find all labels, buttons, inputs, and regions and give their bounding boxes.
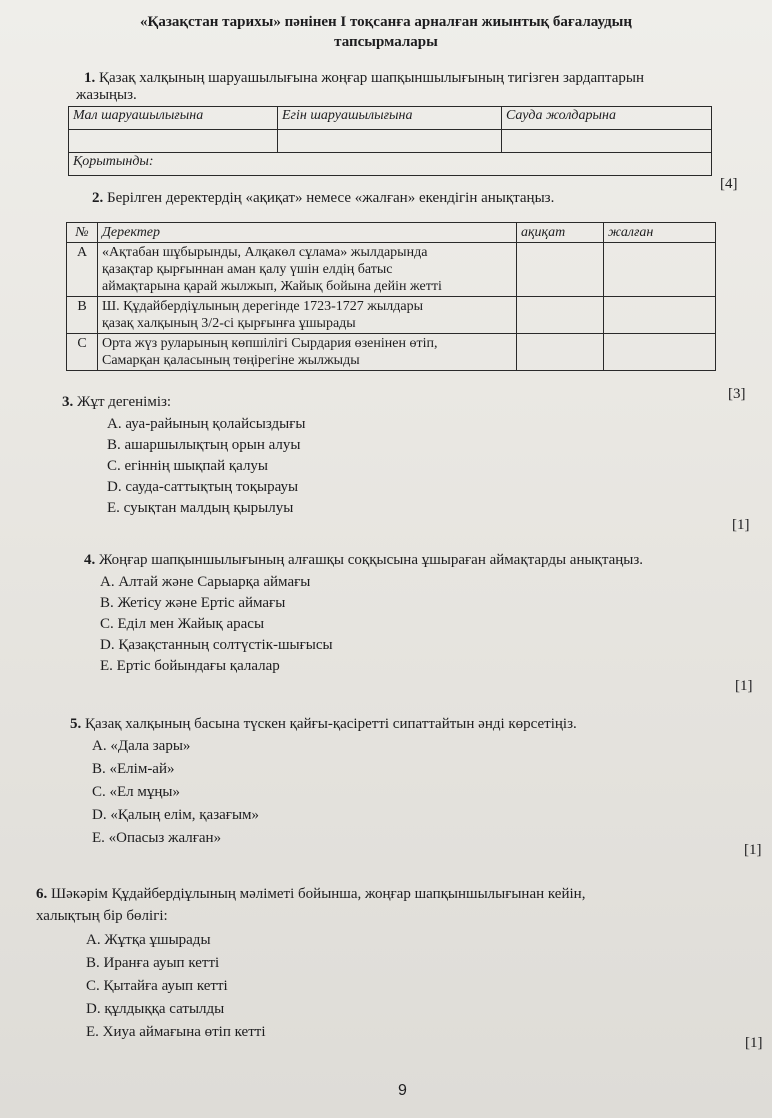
true-cell-a[interactable] [517,243,604,297]
question-6-option-e[interactable]: E. Хиуа аймағына өтіп кетті [86,1024,266,1040]
table-row [67,243,716,297]
question-6-line1: Шәкәрім Құдайбердіұлының мәліметі бойынша, жоңғар шапқыншылығынан кейін, [51,886,586,902]
answer-cell-trade[interactable] [502,130,712,153]
question-4-option-d[interactable]: D. Қазақстанның солтүстік-шығысы [100,637,333,653]
document-title-line1: «Қазақстан тарихы» пәнінен І тоқсанға арналған жиынтық бағалаудың [139,14,633,30]
question-5-score: [1] [744,842,762,858]
question-4-text [84,552,643,569]
fact-a-line: «Ақтабан шұбырынды, Алқакөл сұлама» жылдарында [102,245,428,260]
fact-c-line: Самарқан қаласының төңірегіне жылжыды [102,353,360,368]
row-letter-c: C [67,334,98,371]
page-number: 9 [398,1082,407,1099]
question-2-table [66,222,716,371]
question-2-prompt: Берілген деректердің «ақиқат» немесе «жалған» екендігін анықтаңыз. [107,190,555,206]
table-header-true: ақиқат [517,223,604,243]
table-header-livestock: Мал шаруашылығына [69,107,278,130]
question-5-prompt: Қазақ халқының басына түскен қайғы-қасіретті сипаттайтын әнді көрсетіңіз. [85,716,577,732]
table-header-facts: Деректер [98,223,517,243]
question-5-option-b[interactable]: B. «Елім-ай» [92,761,175,777]
question-4-option-a[interactable]: A. Алтай және Сарыарқа аймағы [100,574,311,590]
answer-cell-farming[interactable] [278,130,502,153]
fact-b-line: Ш. Құдайбердіұлының дерегінде 1723-1727 жылдары [102,299,424,314]
row-letter-b: B [67,297,98,334]
answer-cell-livestock[interactable] [69,130,278,153]
question-2-text [92,190,554,207]
question-6-option-a[interactable]: A. Жұтқа ұшырады [86,932,211,948]
question-6-option-c[interactable]: C. Қытайға ауып кетті [86,978,228,994]
question-3-option-b[interactable]: B. ашаршылықтың орын алуы [107,437,301,453]
question-3-prompt: Жұт дегеніміз: [77,394,172,410]
question-5-option-c[interactable]: C. «Ел мұңы» [92,784,181,800]
question-6-option-d[interactable]: D. құлдыққа сатылды [86,1001,225,1017]
conclusion-cell[interactable]: Қорытынды: [69,153,712,176]
table-header-number: № [67,223,98,243]
false-cell-c[interactable] [604,334,716,371]
false-cell-a[interactable] [604,243,716,297]
row-letter-a: A [67,243,98,297]
table-row [69,130,712,153]
question-5-option-d[interactable]: D. «Қалың елім, қазағым» [92,807,260,823]
question-1-score: [4] [720,176,738,192]
question-6-line2: халықтың бір бөлігі: [36,908,168,924]
question-5-number: 5. [70,716,82,732]
table-header-false: жалған [604,223,716,243]
table-row [67,334,716,371]
fact-b-line: қазақ халқының 3/2-сі қырғынға ұшырады [102,316,356,331]
table-header-row [67,223,716,243]
document-title-line2: тапсырмалары [334,34,438,50]
question-6-option-b[interactable]: B. Иранға ауып кетті [86,955,220,971]
question-4-option-e[interactable]: E. Ертіс бойындағы қалалар [100,658,280,674]
table-header-trade: Сауда жолдарына [502,107,712,130]
question-6-text [36,886,585,903]
question-1-table [68,106,712,176]
question-1-line2: жазыңыз. [76,87,137,103]
fact-a [98,243,517,297]
question-5-text [70,716,577,733]
question-4-option-c[interactable]: C. Еділ мен Жайық арасы [100,616,265,632]
table-header-farming: Егін шаруашылығына [278,107,502,130]
fact-a-line: қазақтар қырғыннан аман қалу үшін елдің батыс [102,262,393,277]
table-row [67,297,716,334]
question-1-number: 1. [84,70,96,86]
question-3-option-a[interactable]: A. ауа-райының қолайсыздығы [107,416,306,432]
question-3-number: 3. [62,394,74,410]
true-cell-c[interactable] [517,334,604,371]
false-cell-b[interactable] [604,297,716,334]
question-4-option-b[interactable]: B. Жетісу және Ертіс аймағы [100,595,286,611]
question-3-option-c[interactable]: C. егіннің шықпай қалуы [107,458,269,474]
question-5-option-a[interactable]: A. «Дала зары» [92,738,191,754]
question-3-text [62,394,171,411]
question-3-option-e[interactable]: E. суықтан малдың қырылуы [107,500,294,516]
question-2-number: 2. [92,190,104,206]
question-4-number: 4. [84,552,96,568]
question-6-score: [1] [745,1035,763,1051]
true-cell-b[interactable] [517,297,604,334]
fact-c-line: Орта жүз руларының көпшілігі Сырдария өзенінен өтіп, [102,336,438,351]
fact-c [98,334,517,371]
fact-b [98,297,517,334]
question-1-text [84,70,644,87]
question-3-option-d[interactable]: D. сауда-саттықтың тоқырауы [107,479,299,495]
question-1-line1: Қазақ халқының шаруашылығына жоңғар шапқыншылығының тигізген зардаптарын [99,70,644,86]
table-header-row [69,107,712,130]
question-6-number: 6. [36,886,48,902]
question-4-score: [1] [735,678,753,694]
question-2-score: [3] [728,386,746,402]
question-5-option-e[interactable]: E. «Опасыз жалған» [92,830,222,846]
table-row [69,153,712,176]
question-3-score: [1] [732,517,750,533]
question-4-prompt: Жоңғар шапқыншылығының алғашқы соққысына ұшыраған аймақтарды анықтаңыз. [99,552,644,568]
fact-a-line: аймақтарына қарай жылжып, Жайық бойына дейін жетті [102,279,442,294]
